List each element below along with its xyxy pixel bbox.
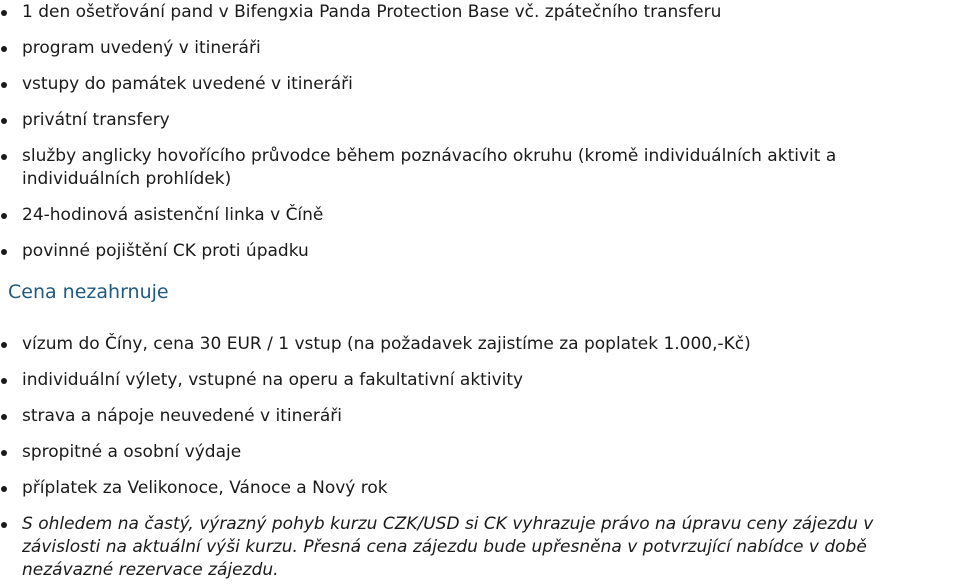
included-list [0, 1, 960, 276]
list-item [0, 405, 960, 428]
list-item [0, 37, 960, 60]
bullet-icon [1, 414, 7, 420]
list-item [0, 369, 960, 392]
list-item [0, 333, 960, 356]
list-item-text: strava a nápoje neuvedené v itineráři [22, 406, 342, 426]
section-heading: Cena nezahrnuje [8, 281, 169, 303]
list-item [0, 109, 960, 132]
list-item [0, 513, 957, 582]
bullet-icon [1, 450, 7, 456]
list-item-text: vízum do Číny, cena 30 EUR / 1 vstup (na požadavek zajistíme za poplatek 1.000,-Kč) [22, 334, 751, 354]
bullet-icon [1, 378, 7, 384]
list-item [0, 145, 957, 191]
list-item [0, 204, 960, 227]
list-item [0, 441, 960, 464]
list-item-text: povinné pojištění CK proti úpadku [22, 241, 309, 261]
bullet-icon [1, 213, 7, 219]
list-item [0, 1, 960, 24]
bullet-icon [1, 486, 7, 492]
list-item-text: individuální výlety, vstupné na operu a fakultativní aktivity [22, 370, 524, 390]
list-item-text: 1 den ošetřování pand v Bifengxia Panda Protection Base vč. zpátečního transferu [22, 2, 722, 22]
list-item [0, 240, 960, 263]
list-item-text: privátní transfery [22, 110, 170, 130]
list-item-text: vstupy do památek uvedené v itineráři [22, 74, 353, 94]
list-item-text: služby anglicky hovořícího průvodce během poznávacího okruhu (kromě individuálních aktivit a individuálních prohlídek) [22, 146, 837, 189]
list-item-text: S ohledem na častý, výrazný pohyb kurzu CZK/USD si CK vyhrazuje právo na úpravu ceny zájezdu v závislosti na aktuální výši kurzu. Přesná cena zájezdu bude upřesněna v potvrzující nabídce v době nezávazné rezervace zájezdu. [22, 514, 874, 580]
bullet-icon [1, 249, 7, 255]
bullet-icon [1, 118, 7, 124]
bullet-icon [1, 342, 7, 348]
list-item-text: 24-hodinová asistenční linka v Číně [22, 205, 324, 225]
list-item-text: program uvedený v itineráři [22, 38, 261, 58]
list-item-text: spropitné a osobní výdaje [22, 442, 242, 462]
not-included-list [0, 333, 960, 584]
list-item-text: příplatek za Velikonoce, Vánoce a Nový rok [22, 478, 388, 498]
bullet-icon [1, 154, 7, 160]
bullet-icon [1, 522, 7, 528]
bullet-icon [1, 46, 7, 52]
bullet-icon [1, 10, 7, 16]
bullet-icon [1, 82, 7, 88]
list-item [0, 73, 960, 96]
list-item [0, 477, 960, 500]
